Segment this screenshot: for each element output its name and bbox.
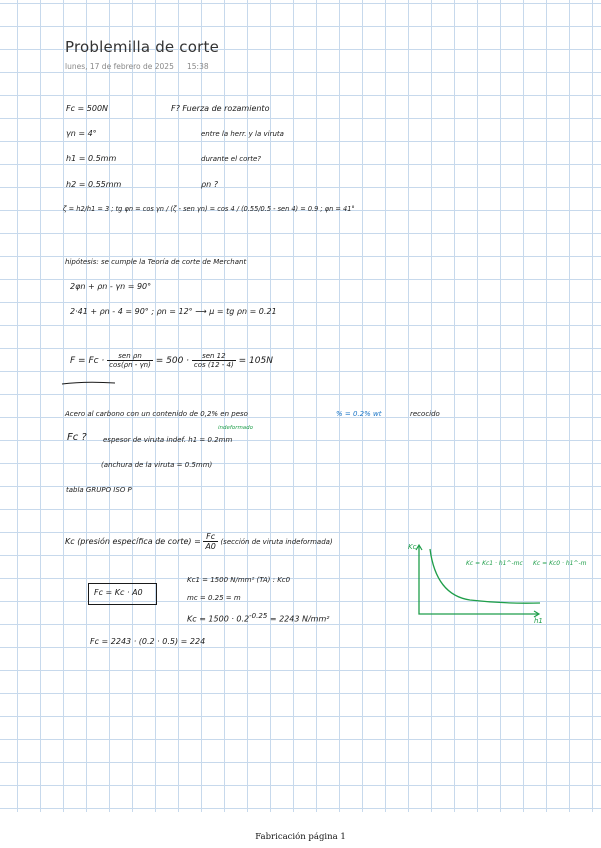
mc-line: mc = 0.25 = m <box>187 594 241 602</box>
steel-percent: % = 0.2% wt <box>336 410 382 418</box>
given-h2: h2 = 0.55mm <box>66 180 122 189</box>
kc1-line: Kc1 = 1500 N/mm² (TA) : Kc0 <box>187 576 291 584</box>
kc-calc-base: Kc = 1500 · 0.2 <box>187 614 250 624</box>
friction-num1: sen ρn <box>107 352 153 361</box>
fc-question-text: espesor de viruta indef. h1 = 0.2mm <box>103 436 233 444</box>
page-time: 15:38 <box>187 62 209 71</box>
green-annotation: indeformado <box>218 425 254 431</box>
hypothesis-text: hipótesis: se cumple la Teoría de corte de Merchant <box>65 258 247 266</box>
page-footer: Fabricación página 1 <box>255 832 346 842</box>
friction-mid: = 500 · <box>155 356 190 366</box>
underline-stroke <box>62 382 115 384</box>
kc-def-tail: (sección de viruta indeformada) <box>220 538 333 546</box>
friction-result: = 105N <box>238 356 273 366</box>
given-fc: Fc = 500N <box>66 104 109 113</box>
friction-den2: cos (12 - 4) <box>193 361 234 369</box>
boxed-formula: Fc = Kc · A0 <box>94 588 143 597</box>
graph-curve <box>430 549 540 603</box>
kc-def-num: Fc <box>203 532 218 542</box>
merchant-equation: 2φn + ρn - γn = 90° <box>70 282 152 291</box>
graph-formula-2: Kc = Kc0 · h1^-m <box>533 560 587 567</box>
steel-text: Acero al carbono con un contenido de 0,2% en peso <box>65 410 248 418</box>
kc-calc-result: = 2243 N/mm² <box>269 614 330 624</box>
zeta-equation: ζ = h2/h1 = 3 ; tg φn = cos γn / (ζ - sen γn) = cos 4 / (0.55/0.5 - sen 4) = 0.9 ; φn = 41° <box>63 205 355 213</box>
page-date: lunes, 17 de febrero de 2025 <box>65 62 174 71</box>
question-rho: ρn ? <box>201 180 218 189</box>
question-line2: entre la herr. y la viruta <box>201 130 284 138</box>
question-line3: durante el corte? <box>201 155 262 163</box>
merchant-solution: 2·41 + ρn - 4 = 90° ; ρn = 12° ⟶ μ = tg ρn = 0.21 <box>70 307 277 316</box>
graph-formula-1: Kc = Kc1 · h1^-mc <box>466 560 523 567</box>
page-title: Problemilla de corte <box>65 38 220 56</box>
graph-y-label: Kc <box>408 543 417 551</box>
steel-annealed: recocido <box>410 410 440 418</box>
fc-question: Fc ? <box>67 432 87 443</box>
friction-den1: cos(ρn - γn) <box>109 361 151 369</box>
fc-result: Fc = 2243 · (0.2 · 0.5) = 224 <box>90 637 206 646</box>
table-text: tabla GRUPO ISO P <box>66 486 132 494</box>
graph-x-label: h1 <box>534 617 543 625</box>
kc-def-den: A0 <box>205 542 216 551</box>
friction-lhs: F = Fc · <box>70 356 105 366</box>
friction-num2: sen 12 <box>192 352 236 361</box>
question-title: F? Fuerza de rozamiento <box>171 104 270 113</box>
kc-calc-exp: -0.25 <box>249 612 268 620</box>
chip-width-text: (anchura de la viruta = 0.5mm) <box>101 461 213 469</box>
given-gamma: γn = 4° <box>66 129 97 138</box>
kc-def-lhs: Kc (presión específica de corte) = <box>65 537 201 546</box>
given-h1: h1 = 0.5mm <box>66 154 117 163</box>
